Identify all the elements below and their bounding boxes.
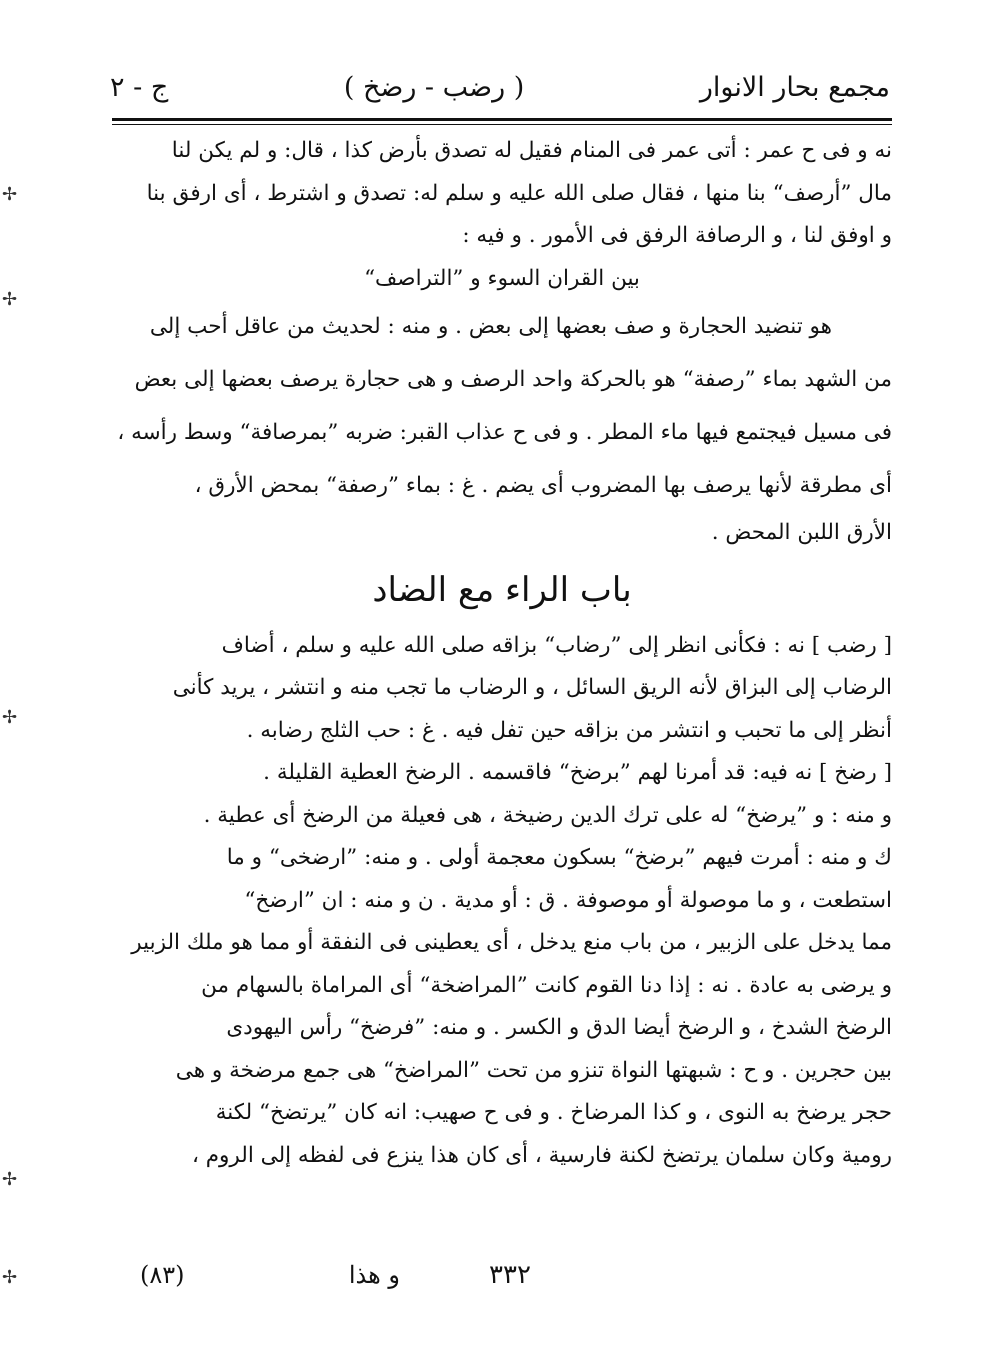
body-text [112, 130, 892, 1177]
margin-mark-icon: ✢ [2, 184, 18, 205]
margin-mark-icon: ✢ [2, 1267, 18, 1288]
text-line: مما يدخل على الزبير ، من باب منع يدخل ، أى يعطينى فى النفقة أو مما هو ملك الزبير [131, 930, 892, 955]
header-volume: ج - ٢ [110, 71, 169, 103]
text-line: الأرق اللبن المحض . [711, 520, 892, 545]
text-line: استطعت ، و ما موصولة أو موصوفة . ق : أو مدية . ن و منه : ان ”ارضخ“ [244, 887, 892, 913]
sheet-number: (٨٣) [140, 1261, 185, 1289]
header-rule-thin [112, 124, 892, 125]
margin-mark-icon: ✢ [2, 707, 18, 728]
text-line: رومية وكان سلمان يرتضخ لكنة فارسية ، أى كان هذا ينزع فى لفظه إلى الروم ، [191, 1142, 892, 1168]
text-line: [ رضب ] نه : فكأنى انظر إلى ”رضاب“ بزاقه صلى الله عليه و سلم ، أضاف [221, 632, 892, 658]
chapter-heading: باب الراء مع الضاد [372, 569, 632, 610]
text-line: نه و فى ح عمر : أتى عمر فى المنام فقيل له تصدق بأرض كذا ، قال: و لم يكن لنا [171, 138, 892, 163]
page-footer [140, 1255, 400, 1295]
margin-mark-icon: ✢ [2, 1169, 18, 1190]
catchword: و هذا [348, 1261, 400, 1289]
text-line: أنظر إلى ما تحبب و انتشر من بزاقه حين تفل فيه . غ : حب الثلج رضابه . [246, 717, 892, 743]
text-line: و منه : و ”يرضخ“ له على ترك الدين رضيخة ، هى فعيلة من الرضخ أى عطية . [203, 802, 892, 828]
text-line: من الشهد بماء ”رصفة“ هو بالحركة واحد الرصف و هى حجارة يرصف بعضها إلى بعض [134, 367, 892, 392]
text-line: و اوفق لنا ، و الرصافة الرفق فى الأمور . و فيه : [462, 223, 892, 248]
text-line: أى مطرقة لأنها يرصف بها المضروب أى يضم . غ : بماء ”رصفة“ بمحض الأرق ، [194, 473, 892, 498]
text-line: فى مسيل فيجتمع فيها ماء المطر . و فى ح عذاب القبر: ضربه ”بمرصافة“ وسط رأسه ، [117, 420, 892, 445]
text-line: مال ”أرصف“ بنا منها ، فقال صلى الله عليه و سلم له: تصدق و اشترط ، أى ارفق بنا [146, 180, 892, 206]
text-line: و يرضى به عادة . نه : إذا دنا القوم كانت ”المراضخة“ أى المراماة بالسهام من [201, 972, 892, 998]
text-line: حجر يرضخ به النوى ، و كذا المرضاخ . و فى ح صهيب: انه كان ”يرتضخ“ لكنة [215, 1100, 892, 1125]
verse-line: بين القران السوء و ”التراصف“ [364, 265, 640, 291]
text-line: هو تنضيد الحجارة و صف بعضها إلى بعض . و منه : لحديث من عاقل أحب إلى [149, 314, 832, 339]
header-section-title: ( رضب - رضخ ) [343, 71, 525, 103]
margin-mark-icon: ✢ [2, 289, 18, 310]
header-book-title: مجمع بحار الانوار [699, 71, 890, 103]
running-header [110, 62, 890, 112]
header-rule-thick [112, 118, 892, 121]
text-line: ك و منه : أمرت فيهم ”برضخ“ بسكون معجمة أولى . و منه: ”ارضخى“ و ما [226, 845, 892, 870]
text-line: الرضخ الشدخ ، و الرضخ أيضا الدق و الكسر . و منه: ”فرضخ“ رأس اليهودى [226, 1015, 892, 1040]
text-line: [ رضخ ] نه فيه: قد أمرنا لهم ”برضخ“ فاقسمه . الرضخ العطية القليلة . [263, 760, 892, 785]
text-line: الرضاب إلى البزاق لأنه الريق السائل ، و الرضاب ما تجب منه و انتشر ، يريد كأنى [172, 675, 892, 700]
text-line: بين حجرين . و ح : شبهتها النواة تنزو من تحت ”المراضخ“ هى جمع مرضخة و هى [175, 1057, 892, 1083]
page-number: ٣٣٢ [489, 1260, 531, 1290]
